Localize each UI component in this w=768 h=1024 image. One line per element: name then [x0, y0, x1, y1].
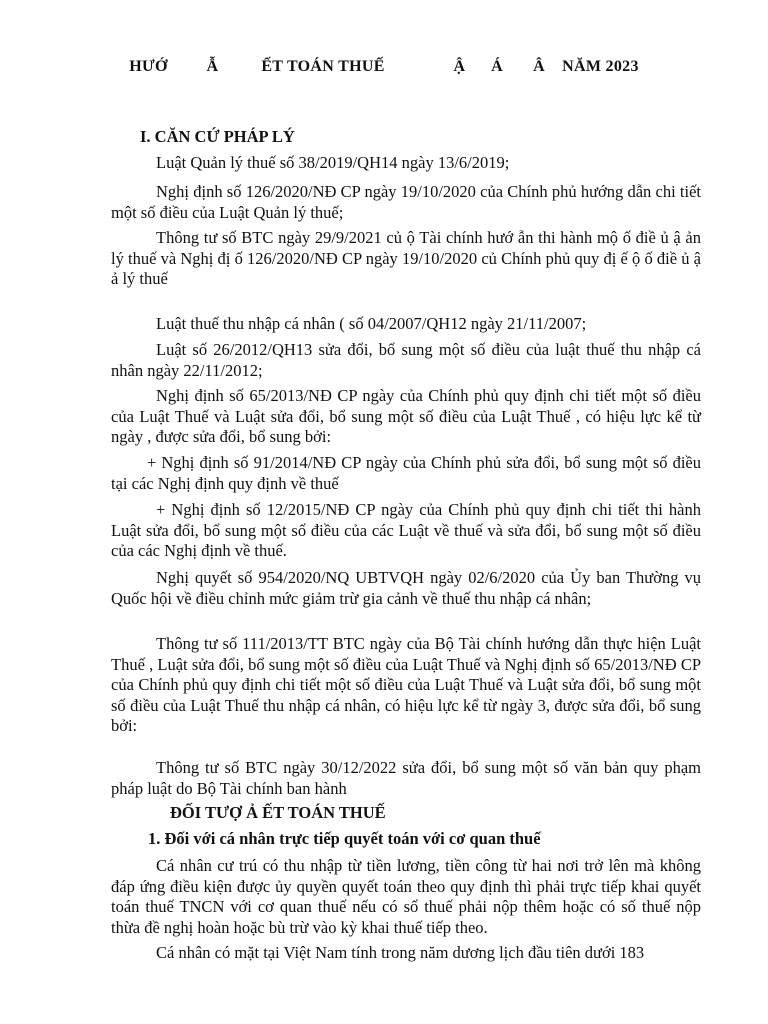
- section-heading-subjects: ĐỐI TƯỢ Ả ẾT TOÁN THUẾ: [170, 803, 386, 822]
- subsection-heading-individuals: 1. Đối với cá nhân trực tiếp quyết toán với cơ quan thuế: [148, 829, 541, 848]
- paragraph-decree-65: Nghị định số 65/2013/NĐ CP ngày của Chính phủ quy định chi tiết một số điều của Luật Thuế và Luật sửa đổi, bổ sung một số điều của Luật Thuế , có hiệu lực kể từ ngày , được sửa đổi, bổ sung bởi:: [111, 386, 701, 446]
- paragraph-circular-111: Thông tư số 111/2013/TT BTC ngày của Bộ Tài chính hướng dẫn thực hiện Luật Thuế , Luật sửa đổi, bổ sung một số điều của Luật Thuế và Nghị định số 65/2013/NĐ CP của Chính phủ quy định chi tiết một số điều của Luật Thuế và Luật sửa đổi, bổ sung một số điều của Luật Thuế thu nhập cá nhân, có hiệu lực kể từ ngày 3, được sửa đổi, bổ sung bởi:: [111, 634, 701, 735]
- paragraph-tax-admin-law: Luật Quản lý thuế số 38/2019/QH14 ngày 13/6/2019;: [156, 153, 510, 172]
- paragraph-pit-law: Luật thuế thu nhập cá nhân ( số 04/2007/QH12 ngày 21/11/2007;: [156, 314, 587, 333]
- document-title: HƯỚ Ẫ ẾT TOÁN THUẾ Ậ Á Â NĂM 2023: [129, 58, 639, 75]
- section-heading-legal-basis: I. CĂN CỨ PHÁP LÝ: [140, 127, 295, 146]
- paragraph-decree-12: + Nghị định số 12/2015/NĐ CP ngày của Chính phủ quy định chi tiết thi hành Luật sửa đổi, bổ sung một số điều của các Luật về thuế và sửa đổi, bổ sung một số điều của các Nghị định về thuế.: [111, 500, 701, 560]
- paragraph-decree-126: Nghị định số 126/2020/NĐ CP ngày 19/10/2020 của Chính phủ hướng dẫn chi tiết một số điều của Luật Quản lý thuế;: [111, 182, 701, 222]
- paragraph-decree-91: + Nghị định số 91/2014/NĐ CP ngày của Chính phủ sửa đổi, bổ sung một số điều tại các Nghị định quy định về thuế: [111, 453, 701, 493]
- paragraph-law-26: Luật số 26/2012/QH13 sửa đổi, bổ sung một số điều của luật thuế thu nhập cá nhân ngày 22/11/2012;: [111, 340, 701, 380]
- paragraph-resident-income: Cá nhân cư trú có thu nhập từ tiền lương, tiền công từ hai nơi trở lên mà không đáp ứng điều kiện được ủy quyền quyết toán theo quy định thì phải trực tiếp khai quyết toán thuế TNCN với cơ quan thuế nếu có số thuế phải nộp thêm hoặc có số thuế nộp thừa đề nghị hoàn hoặc bù trừ vào kỳ khai thuế tiếp theo.: [111, 856, 701, 937]
- paragraph-resolution-954: Nghị quyết số 954/2020/NQ UBTVQH ngày 02/6/2020 của Ủy ban Thường vụ Quốc hội về điều chỉnh mức giảm trừ gia cảnh về thuế thu nhập cá nhân;: [111, 568, 701, 608]
- paragraph-circular-80: Thông tư số BTC ngày 29/9/2021 củ ộ Tài chính hướ ẫn thi hành mộ ố điề ủ ậ ản lý thuế và Nghị đị ố 126/2020/NĐ CP ngày 19/10/2020 củ Chính phủ quy đị ế ộ ố điề ủ ậ ả lý thuế: [111, 228, 701, 288]
- paragraph-presence-183: Cá nhân có mặt tại Việt Nam tính trong năm dương lịch đầu tiên dưới 183: [156, 943, 645, 962]
- paragraph-circular-2022: Thông tư số BTC ngày 30/12/2022 sửa đổi, bổ sung một số văn bản quy phạm pháp luật do Bộ Tài chính ban hành: [111, 758, 701, 798]
